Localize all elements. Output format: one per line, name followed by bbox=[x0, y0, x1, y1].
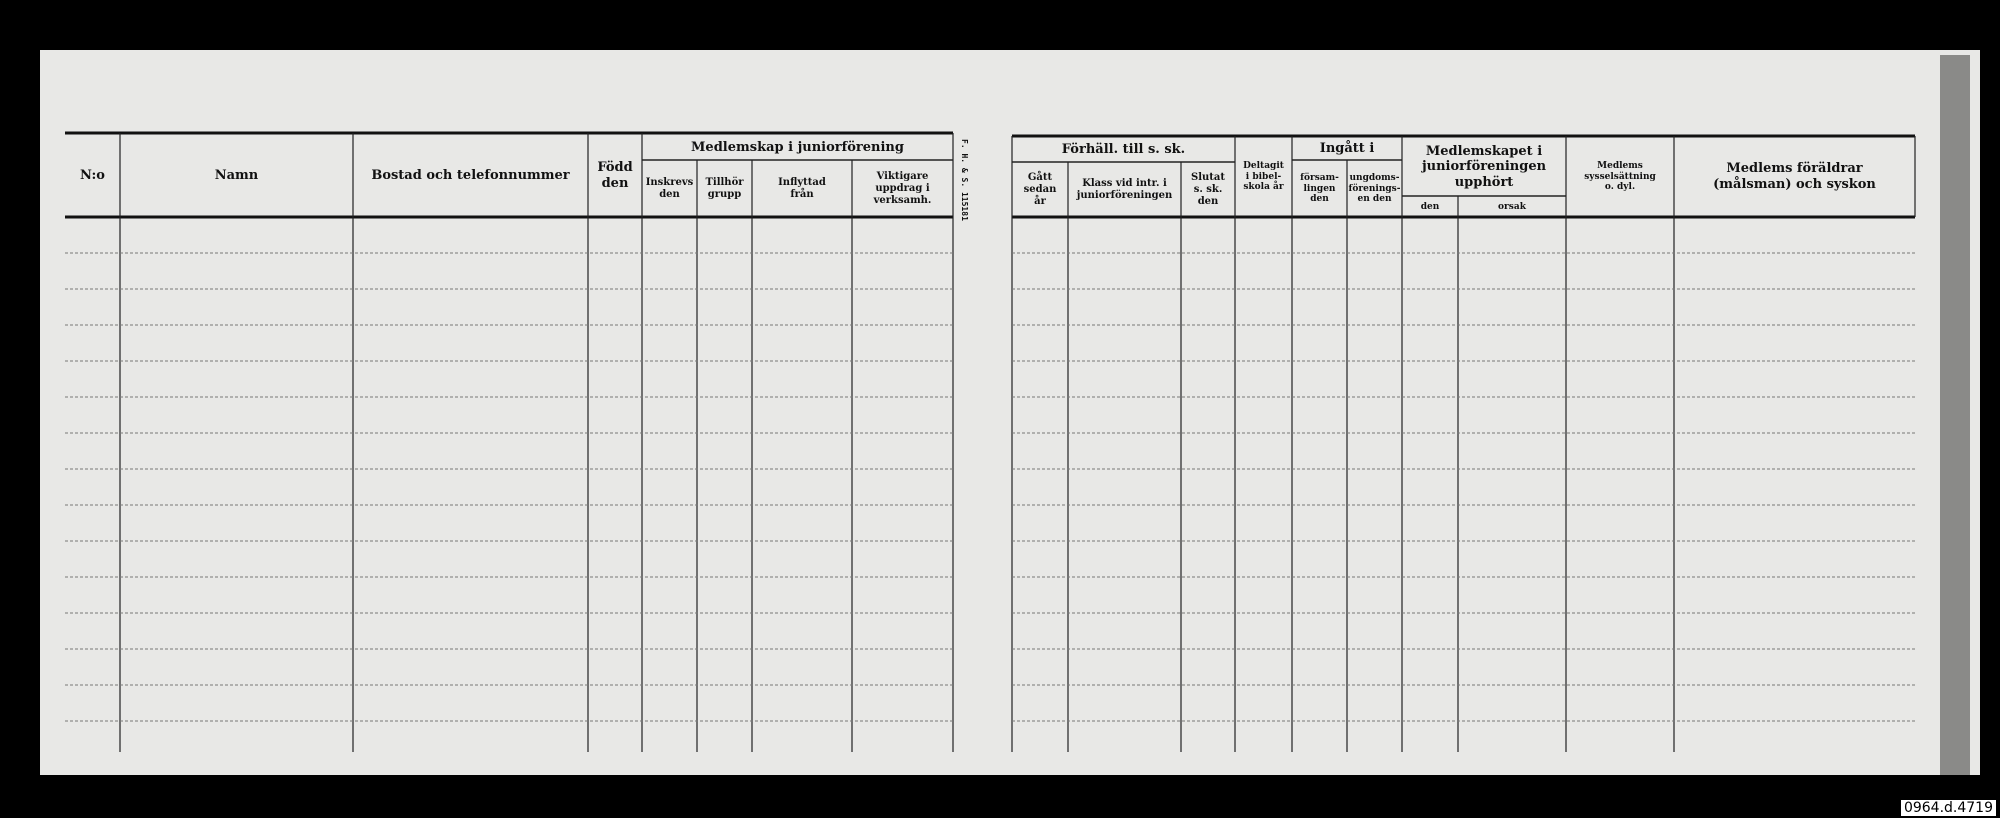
col-slutat-header: Slutat s. sk. den bbox=[1191, 172, 1226, 207]
col-no-header: N:o bbox=[80, 168, 105, 184]
col-namn-header: Namn bbox=[214, 168, 259, 184]
col-foraldrar-header: Medlems föräldrar (målsman) och syskon bbox=[1713, 161, 1876, 192]
col-viktigare-header: Viktigare uppdrag i verksamh. bbox=[873, 171, 932, 206]
col-bostad-header: Bostad och telefonnummer bbox=[371, 168, 570, 184]
col-orsak-header: orsak bbox=[1498, 201, 1526, 212]
archive-reference: 0964.d.4719 bbox=[1901, 800, 1996, 816]
col-klass-header: Klass vid intr. i juniorföreningen bbox=[1076, 178, 1173, 201]
sheet-edge-shadow bbox=[1940, 55, 1970, 775]
col-inflyttad-header: Inflyttad från bbox=[778, 177, 826, 200]
medlemskap-group-header: Medlemskap i juniorförening bbox=[691, 140, 904, 156]
col-ungdoms-header: ungdoms-förenings-en den bbox=[1348, 172, 1401, 205]
col-inskrevs-header: Inskrevs den bbox=[645, 177, 694, 200]
col-sysselsattning-header: Medlems sysselsättning o. dyl. bbox=[1584, 160, 1656, 193]
col-fodd-header: Född den bbox=[597, 160, 633, 191]
printer-imprint: F. H. & S. 115181 bbox=[960, 139, 969, 221]
col-deltagit-header: Deltagit i bibel-skola år bbox=[1243, 160, 1284, 193]
col-forsamlingen-header: försam-lingen den bbox=[1300, 172, 1339, 205]
col-tillhor-header: Tillhör grupp bbox=[705, 177, 744, 200]
col-den-header: den bbox=[1420, 201, 1440, 212]
upphort-group-header: Medlemskapet i juniorföreningen upphört bbox=[1421, 143, 1547, 190]
forhall-group-header: Förhäll. till s. sk. bbox=[1061, 142, 1186, 158]
col-gatt-header: Gått sedan år bbox=[1023, 172, 1057, 207]
ingatt-group-header: Ingått i bbox=[1319, 141, 1375, 157]
